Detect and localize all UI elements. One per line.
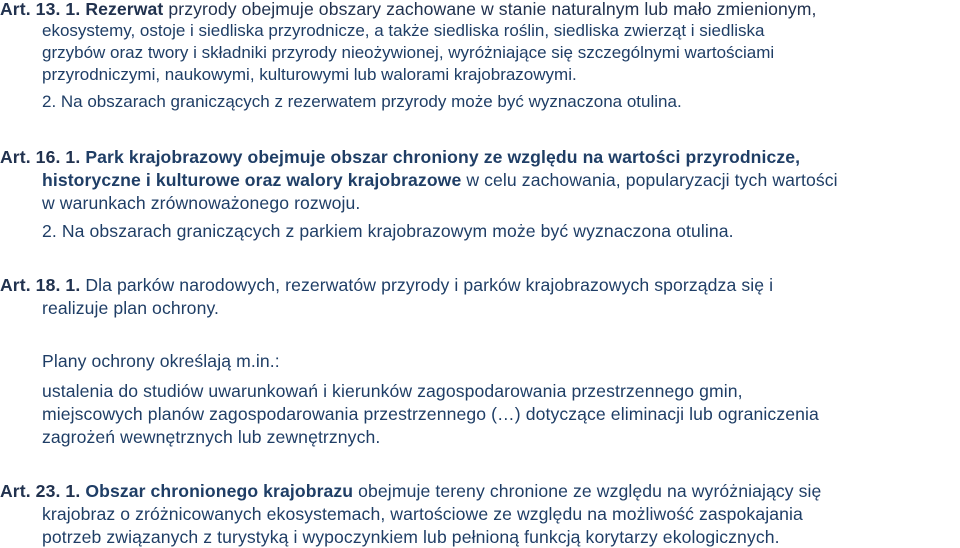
plans-line-2: miejscowych planów zagospodarowania przestrzennego (…) dotyczące eliminacji lub ograniczenia (42, 404, 819, 424)
art23-text: obejmuje tereny chronione ze względu na wyróżniający się (358, 481, 822, 501)
art18-line-1 (0, 274, 773, 296)
art16-text: w celu zachowania, popularyzacji tych wartości (466, 170, 838, 190)
art13-line-4: przyrodniczymi, naukowymi, kulturowymi lub walorami krajobrazowymi. (42, 65, 577, 84)
art16-line-2 (42, 169, 838, 191)
plans-line-1: ustalenia do studiów uwarunkowań i kierunków zagospodarowania przestrzennego gmin, (42, 381, 743, 401)
art13-term: Rezerwat (85, 0, 164, 19)
art13-line-2: ekosystemy, ostoje i siedliska przyrodnicze, a także siedliska roślin, siedliska zwierząt i siedliska (42, 21, 765, 40)
art18-line-2: realizuje plan ochrony. (42, 298, 220, 318)
plans-heading: Plany ochrony określają m.in.: (42, 351, 280, 371)
art13-label: Art. 13. 1. (0, 0, 81, 19)
art16-term: Park krajobrazowy obejmuje obszar chroniony ze względu na wartości przyrodnicze, (85, 147, 801, 167)
art16-term-cont: historyczne i kulturowe oraz walory krajobrazowe (42, 170, 462, 190)
art13-text: przyrody obejmuje obszary zachowane w stanie naturalnym lub mało zmienionym, (168, 0, 817, 19)
art23-label: Art. 23. 1. (0, 481, 81, 501)
art16-line-3: w warunkach zrównoważonego rozwoju. (42, 193, 361, 213)
art23-line-3: potrzeb związanych z turystyką i wypoczynkiem lub pełnioną funkcją korytarzy ekologicznych. (42, 527, 780, 547)
art13-line-3: grzybów oraz twory i składniki przyrody nieożywionej, wyróżniające się szczególnymi wartościami (42, 43, 775, 62)
art23-line-1 (0, 480, 821, 502)
plans-line-3: zagrożeń wewnętrznych lub zewnętrznych. (42, 427, 381, 447)
art18-text: Dla parków narodowych, rezerwatów przyrody i parków krajobrazowych sporządza się i (85, 275, 774, 295)
art13-line-1 (0, 0, 817, 20)
art16-line-1 (0, 146, 800, 168)
art16-label: Art. 16. 1. (0, 147, 81, 167)
art18-label: Art. 18. 1. (0, 275, 81, 295)
art23-line-2: krajobraz o zróżnicowanych ekosystemach, wartościowe ze względu na możliwość zaspokajania (42, 504, 803, 524)
art13-paragraph-2: 2. Na obszarach graniczących z rezerwatem przyrody może być wyznaczona otulina. (42, 92, 682, 111)
art16-paragraph-2: 2. Na obszarach graniczących z parkiem krajobrazowym może być wyznaczona otulina. (42, 221, 734, 241)
art23-term: Obszar chronionego krajobrazu (85, 481, 354, 501)
